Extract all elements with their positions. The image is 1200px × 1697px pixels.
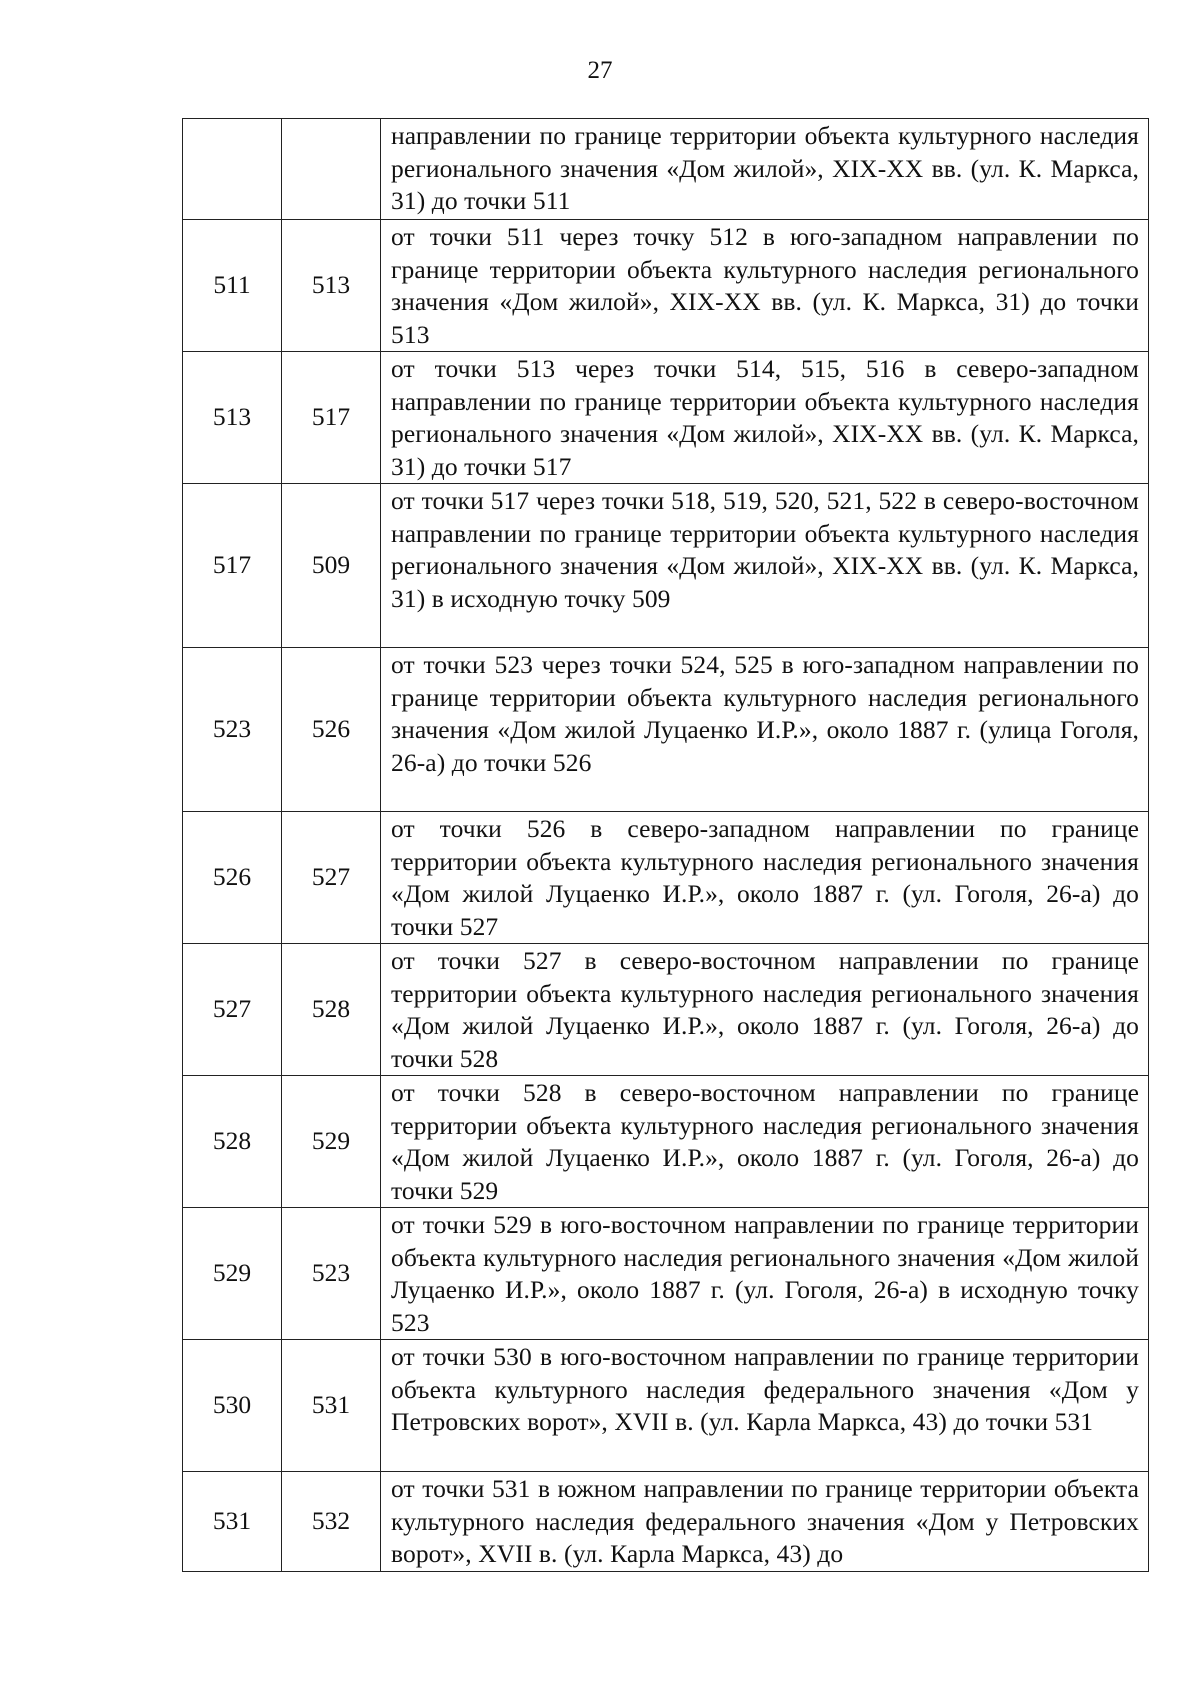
description-cell: от точки 513 через точки 514, 515, 516 в северо-западном направлении по границе территории объекта культурного наследия регионального значения «Дом жилой», XIX-XX вв. (ул. К. Маркса, 31) до точки 517 — [381, 352, 1149, 484]
from-point-cell: 530 — [183, 1340, 282, 1472]
description-cell: от точки 527 в северо-восточном направлении по границе территории объекта культурного наследия регионального значения «Дом жилой Луцаенко И.Р.», около 1887 г. (ул. Гоголя, 26-а) до точки 528 — [381, 944, 1149, 1076]
from-point-cell: 527 — [183, 944, 282, 1076]
from-point-cell: 517 — [183, 484, 282, 648]
to-point-cell: 513 — [282, 220, 381, 352]
to-point-cell: 532 — [282, 1472, 381, 1572]
table-row — [183, 220, 1149, 352]
table-row — [183, 484, 1149, 648]
from-point-cell: 531 — [183, 1472, 282, 1572]
from-point-cell: 529 — [183, 1208, 282, 1340]
table-row — [183, 119, 1149, 220]
description-cell: от точки 526 в северо-западном направлении по границе территории объекта культурного наследия регионального значения «Дом жилой Луцаенко И.Р.», около 1887 г. (ул. Гоголя, 26-а) до точки 527 — [381, 812, 1149, 944]
from-point-cell: 528 — [183, 1076, 282, 1208]
to-point-cell: 523 — [282, 1208, 381, 1340]
from-point-cell: 513 — [183, 352, 282, 484]
to-point-cell: 527 — [282, 812, 381, 944]
description-cell: от точки 517 через точки 518, 519, 520, 521, 522 в северо-восточном направлении по границе территории объекта культурного наследия регионального значения «Дом жилой», XIX-XX вв. (ул. К. Маркса, 31) в исходную точку 509 — [381, 484, 1149, 648]
table-row — [183, 1472, 1149, 1572]
from-point-cell — [183, 119, 282, 220]
table-row — [183, 812, 1149, 944]
description-cell: направлении по границе территории объекта культурного наследия регионального значения «Дом жилой», XIX-XX вв. (ул. К. Маркса, 31) до точки 511 — [381, 119, 1149, 220]
to-point-cell: 529 — [282, 1076, 381, 1208]
description-cell: от точки 511 через точку 512 в юго-западном направлении по границе территории объекта культурного наследия регионального значения «Дом жилой», XIX-XX вв. (ул. К. Маркса, 31) до точки 513 — [381, 220, 1149, 352]
description-cell: от точки 528 в северо-восточном направлении по границе территории объекта культурного наследия регионального значения «Дом жилой Луцаенко И.Р.», около 1887 г. (ул. Гоголя, 26-а) до точки 529 — [381, 1076, 1149, 1208]
to-point-cell: 517 — [282, 352, 381, 484]
table-row — [183, 1076, 1149, 1208]
table-row — [183, 352, 1149, 484]
table-row — [183, 648, 1149, 812]
page-number: 27 — [587, 57, 613, 84]
description-cell: от точки 523 через точки 524, 525 в юго-западном направлении по границе территории объекта культурного наследия регионального значения «Дом жилой Луцаенко И.Р.», около 1887 г. (улица Гоголя, 26-а) до точки 526 — [381, 648, 1149, 812]
table-row — [183, 944, 1149, 1076]
to-point-cell: 526 — [282, 648, 381, 812]
table-row — [183, 1340, 1149, 1472]
boundary-table — [182, 118, 1149, 1572]
from-point-cell: 523 — [183, 648, 282, 812]
to-point-cell — [282, 119, 381, 220]
description-cell: от точки 529 в юго-восточном направлении по границе территории объекта культурного наследия регионального значения «Дом жилой Луцаенко И.Р.», около 1887 г. (ул. Гоголя, 26-а) в исходную точку 523 — [381, 1208, 1149, 1340]
from-point-cell: 526 — [183, 812, 282, 944]
to-point-cell: 528 — [282, 944, 381, 1076]
from-point-cell: 511 — [183, 220, 282, 352]
description-cell: от точки 531 в южном направлении по границе территории объекта культурного наследия федерального значения «Дом у Петровских ворот», XVII в. (ул. Карла Маркса, 43) до — [381, 1472, 1149, 1572]
to-point-cell: 509 — [282, 484, 381, 648]
description-cell: от точки 530 в юго-восточном направлении по границе территории объекта культурного наследия федерального значения «Дом у Петровских ворот», XVII в. (ул. Карла Маркса, 43) до точки 531 — [381, 1340, 1149, 1472]
table-row — [183, 1208, 1149, 1340]
to-point-cell: 531 — [282, 1340, 381, 1472]
